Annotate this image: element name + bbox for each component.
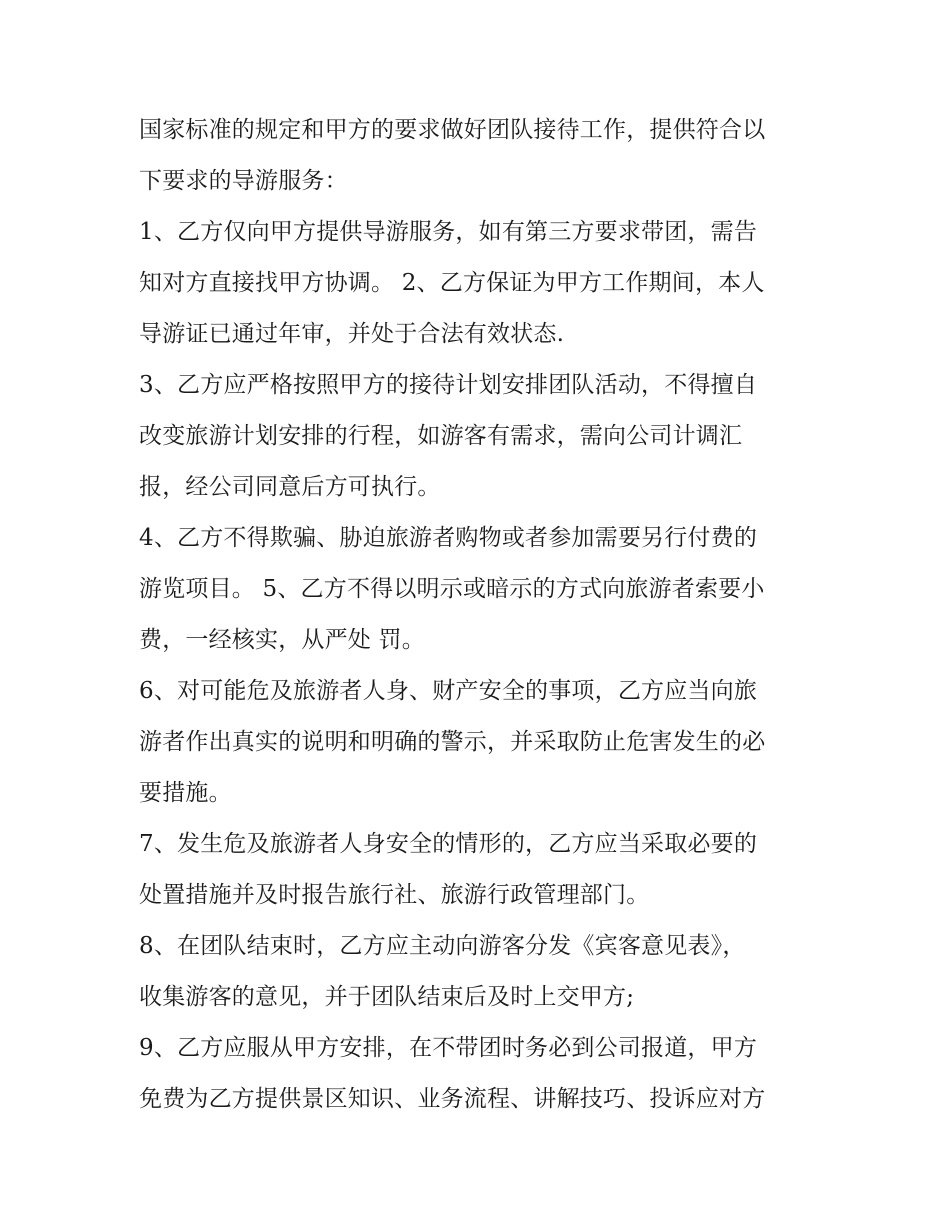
contract-body-text	[139, 105, 829, 1125]
text-line: 费，一经核实，从严处 罚。	[139, 627, 425, 653]
text-line: 导游证已通过年审，并处于合法有效状态.	[139, 321, 565, 347]
text-line: 要措施。	[139, 780, 232, 806]
clause-1-line: 1、乙方仅向甲方提供导游服务，如有第三方要求带团，需告	[139, 219, 758, 245]
clause-5-line: 游览项目。 5、乙方不得以明示或暗示的方式向旅游者索要小	[139, 576, 765, 602]
clause-7-line: 7、发生危及旅游者人身安全的情形的，乙方应当采取必要的	[139, 831, 758, 857]
text-line: 游者作出真实的说明和明确的警示，并采取防止危害发生的必	[139, 729, 766, 755]
clause-6-line: 6、对可能危及旅游者人身、财产安全的事项，乙方应当向旅	[139, 678, 758, 704]
text-line: 收集游客的意见，并于团队结束后及时上交甲方;	[139, 984, 635, 1010]
clause-2-line: 知对方直接找甲方协调。 2、乙方保证为甲方工作期间，本人	[139, 270, 765, 296]
clause-3-line: 3、乙方应严格按照甲方的接待计划安排团队活动，不得擅自	[139, 372, 758, 398]
clause-8-line: 8、在团队结束时，乙方应主动向游客分发《宾客意见表》，	[139, 933, 746, 959]
text-line: 报，经公司同意后方可执行。	[139, 474, 441, 500]
clause-9-line: 9、乙方应服从甲方安排，在不带团时务必到公司报道，甲方	[139, 1035, 758, 1061]
text-line: 改变旅游计划安排的行程，如游客有需求，需向公司计调汇	[139, 423, 743, 449]
clause-4-line: 4、乙方不得欺骗、胁迫旅游者购物或者参加需要另行付费的	[139, 525, 758, 551]
text-line: 免费为乙方提供景区知识、业务流程、讲解技巧、投诉应对方	[139, 1086, 766, 1112]
text-line: 下要求的导游服务：	[139, 168, 348, 194]
text-line: 国家标准的规定和甲方的要求做好团队接待工作，提供符合以	[139, 117, 766, 143]
text-line: 处置措施并及时报告旅行社、旅游行政管理部门。	[139, 882, 650, 908]
